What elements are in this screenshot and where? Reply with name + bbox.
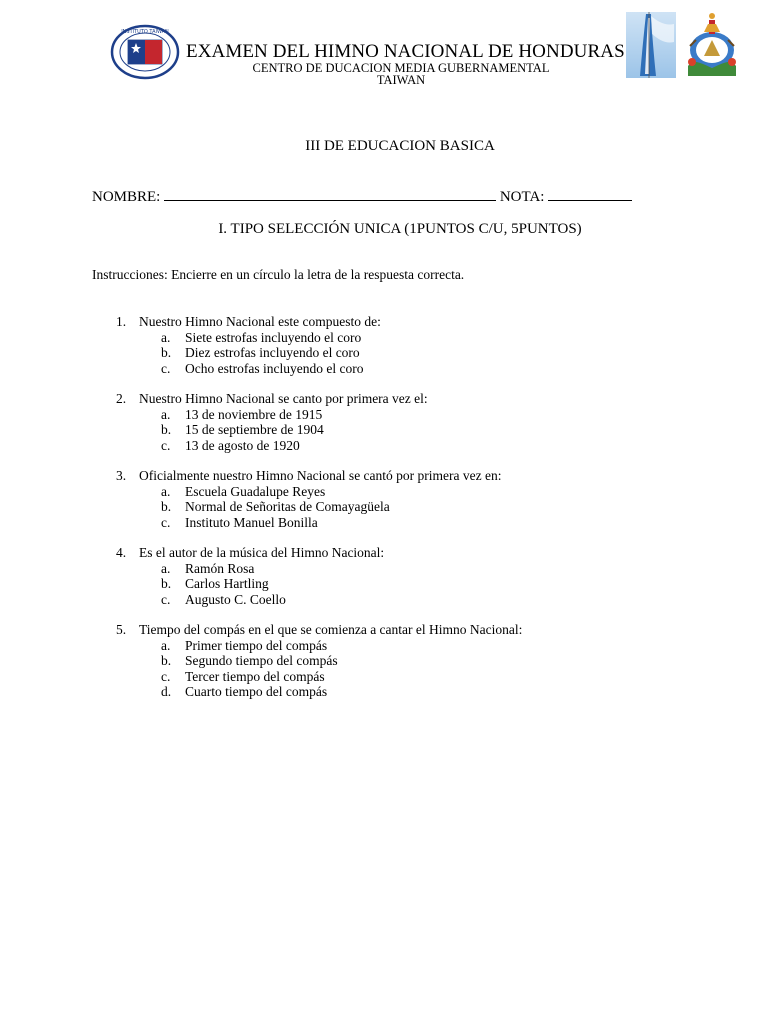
answer-option[interactable] — [161, 638, 716, 654]
name-grade-line — [92, 188, 632, 206]
instructions: Instrucciones: Encierre en un círculo la letra de la respuesta correcta. — [92, 267, 465, 282]
option-letter[interactable]: d. — [161, 684, 172, 699]
grade-label: NOTA: — [499, 189, 545, 205]
answer-option[interactable] — [161, 361, 716, 377]
answer-option[interactable] — [161, 684, 716, 700]
option-list — [161, 407, 716, 454]
coat-of-arms-image — [682, 10, 742, 80]
answer-option[interactable] — [161, 515, 716, 531]
question-number: 3. — [116, 468, 127, 483]
option-letter[interactable]: a. — [161, 406, 171, 422]
answer-option[interactable] — [161, 561, 716, 577]
question-2 — [116, 391, 716, 453]
option-letter[interactable]: a. — [161, 560, 171, 576]
option-text: Carlos Hartling — [185, 576, 269, 591]
exam-title: EXAMEN DEL HIMNO NACIONAL DE HONDURAS — [186, 41, 625, 62]
option-text: Escuela Guadalupe Reyes — [185, 483, 326, 499]
question-line — [116, 314, 716, 330]
answer-option[interactable] — [161, 669, 716, 685]
question-line — [116, 391, 716, 407]
answer-option[interactable] — [161, 407, 716, 423]
question-text: Nuestro Himno Nacional se canto por primera vez el: — [139, 391, 428, 406]
question-3 — [116, 468, 716, 530]
grade-blank[interactable] — [548, 188, 632, 201]
option-letter[interactable]: c. — [161, 514, 171, 530]
option-letter[interactable]: c. — [161, 360, 171, 376]
option-text: Siete estrofas incluyendo el coro — [185, 329, 362, 345]
question-text: Es el autor de la música del Himno Nacional: — [139, 545, 385, 560]
question-number: 2. — [116, 391, 127, 406]
option-letter[interactable]: c. — [161, 668, 171, 684]
answer-option[interactable] — [161, 330, 716, 346]
option-text: Augusto C. Coello — [185, 591, 286, 607]
option-list — [161, 484, 716, 531]
option-text: Tercer tiempo del compás — [185, 668, 325, 684]
option-letter[interactable]: b. — [161, 576, 172, 591]
option-text: Ocho estrofas incluyendo el coro — [185, 360, 364, 376]
option-text: 15 de septiembre de 1904 — [185, 422, 324, 437]
option-text: Primer tiempo del compás — [185, 637, 328, 653]
question-number: 1. — [116, 314, 127, 329]
question-1 — [116, 314, 716, 376]
question-line — [116, 468, 716, 484]
question-line — [116, 622, 716, 638]
option-letter[interactable]: b. — [161, 653, 172, 668]
option-list — [161, 638, 716, 700]
answer-option[interactable] — [161, 484, 716, 500]
option-letter[interactable]: a. — [161, 637, 171, 653]
option-text: Normal de Señoritas de Comayagüela — [185, 499, 390, 514]
option-text: Instituto Manuel Bonilla — [185, 514, 318, 530]
option-letter[interactable]: c. — [161, 591, 171, 607]
question-number: 5. — [116, 622, 127, 637]
question-text: Oficialmente nuestro Himno Nacional se cantó por primera vez en: — [139, 468, 502, 483]
question-number: 4. — [116, 545, 127, 560]
question-line — [116, 545, 716, 561]
school-name: CENTRO DE DUCACION MEDIA GUBERNAMENTAL — [252, 61, 550, 75]
answer-option[interactable] — [161, 422, 716, 438]
answer-option[interactable] — [161, 592, 716, 608]
answer-option[interactable] — [161, 345, 716, 361]
question-text: Nuestro Himno Nacional este compuesto de: — [139, 314, 381, 329]
honduras-flag-image — [626, 12, 676, 78]
option-letter[interactable]: b. — [161, 422, 172, 437]
name-blank[interactable] — [164, 188, 496, 201]
name-label: NOMBRE: — [92, 189, 161, 205]
question-text: Tiempo del compás en el que se comienza a cantar el Himno Nacional: — [139, 622, 523, 637]
answer-option[interactable] — [161, 653, 716, 669]
logo-text: INSTITUTO TAIWAN — [121, 29, 169, 35]
option-list — [161, 561, 716, 608]
answer-option[interactable] — [161, 438, 716, 454]
option-letter[interactable]: c. — [161, 437, 171, 453]
option-letter[interactable]: b. — [161, 345, 172, 360]
answer-option[interactable] — [161, 576, 716, 592]
option-list — [161, 330, 716, 377]
option-text: Segundo tiempo del compás — [185, 653, 338, 668]
option-letter[interactable]: a. — [161, 483, 171, 499]
section-title: I. TIPO SELECCIÓN UNICA (1PUNTOS C/U, 5PUNTOS) — [218, 221, 582, 237]
option-text: 13 de agosto de 1920 — [185, 437, 300, 453]
option-text: Cuarto tiempo del compás — [185, 684, 328, 699]
questions-list — [116, 314, 716, 715]
option-text: Ramón Rosa — [185, 560, 255, 576]
option-letter[interactable]: a. — [161, 329, 171, 345]
option-text: Diez estrofas incluyendo el coro — [185, 345, 360, 360]
school-logo — [110, 24, 180, 80]
option-letter[interactable]: b. — [161, 499, 172, 514]
option-text: 13 de noviembre de 1915 — [185, 406, 323, 422]
question-5 — [116, 622, 716, 700]
answer-option[interactable] — [161, 499, 716, 515]
question-4 — [116, 545, 716, 607]
school-city: TAIWAN — [376, 73, 426, 87]
grade-level: III DE EDUCACION BASICA — [305, 138, 495, 154]
